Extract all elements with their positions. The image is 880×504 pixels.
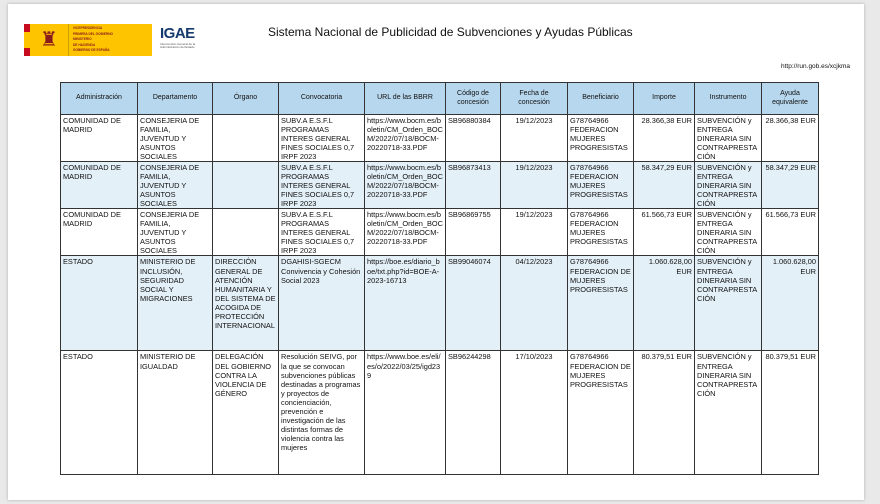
table-header-row [61, 83, 819, 115]
cell-beneficiario: G78764966 FEDERACION MUJERES PROGRESISTAS [568, 115, 634, 162]
cell-convocatoria: SUBV.A E.S.F.L PROGRAMAS INTERES GENERAL FINES SOCIALES 0,7 IRPF 2023 [279, 209, 365, 256]
igae-logo [160, 26, 206, 54]
short-url-link[interactable]: http://run.gob.es/xcjkma [780, 63, 850, 70]
cell-beneficiario: G78764966 FEDERACION DE MUJERES PROGRESISTAS [568, 351, 634, 475]
cell-codigo: SB96880384 [446, 115, 501, 162]
column-header: Administración [61, 83, 138, 115]
document-page [8, 4, 864, 500]
gov-logo-line: DE HACIENDA [73, 42, 96, 47]
gov-logo-line: PRIMERA DEL GOBIERNO [73, 31, 114, 36]
cell-url-link[interactable]: https://boe.es/diario_boe/txt.php?id=BOE-A-2023-16713 [365, 256, 446, 351]
cell-ayuda: 61.566,73 EUR [762, 209, 819, 256]
cell-fecha: 19/12/2023 [501, 115, 568, 162]
cell-codigo: SB96873413 [446, 162, 501, 209]
cell-codigo: SB99046074 [446, 256, 501, 351]
cell-url-link[interactable]: https://www.bocm.es/boletin/CM_Orden_BOCM/2022/07/18/BOCM-20220718-33.PDF [365, 209, 446, 256]
cell-instrumento: SUBVENCIÓN y ENTREGA DINERARIA SIN CONTRAPRESTACIÓN [695, 209, 762, 256]
coat-of-arms-icon: ♜ [30, 24, 68, 56]
table-row [61, 351, 819, 475]
cell-beneficiario: G78764966 FEDERACION MUJERES PROGRESISTAS [568, 209, 634, 256]
page-title: Sistema Nacional de Publicidad de Subvenciones y Ayudas Públicas [268, 25, 633, 39]
cell-administracion: ESTADO [61, 256, 138, 351]
cell-administracion: ESTADO [61, 351, 138, 475]
cell-codigo: SB96869755 [446, 209, 501, 256]
gobierno-espana-logo [24, 24, 152, 56]
table-row [61, 115, 819, 162]
cell-importe: 61.566,73 EUR [634, 209, 695, 256]
cell-instrumento: SUBVENCIÓN y ENTREGA DINERARIA SIN CONTRAPRESTACIÓN [695, 162, 762, 209]
cell-convocatoria: SUBV.A E.S.F.L PROGRAMAS INTERES GENERAL FINES SOCIALES 0,7 IRPF 2023 [279, 162, 365, 209]
cell-importe: 1.060.628,00 EUR [634, 256, 695, 351]
cell-ayuda: 1.060.628,00 EUR [762, 256, 819, 351]
gov-logo-text [68, 24, 152, 56]
cell-ayuda: 58.347,29 EUR [762, 162, 819, 209]
column-header: Importe [634, 83, 695, 115]
cell-url-link[interactable]: https://www.bocm.es/boletin/CM_Orden_BOCM/2022/07/18/BOCM-20220718-33.PDF [365, 115, 446, 162]
cell-importe: 28.366,38 EUR [634, 115, 695, 162]
cell-fecha: 19/12/2023 [501, 162, 568, 209]
cell-administracion: COMUNIDAD DE MADRID [61, 209, 138, 256]
column-header: Instrumento [695, 83, 762, 115]
cell-fecha: 17/10/2023 [501, 351, 568, 475]
table-row [61, 162, 819, 209]
column-header: Beneficiario [568, 83, 634, 115]
gov-logo-line: VICEPRESIDENCIA [73, 26, 103, 30]
cell-beneficiario: G78764966 FEDERACION MUJERES PROGRESISTAS [568, 162, 634, 209]
cell-organo: DELEGACIÓN DEL GOBIERNO CONTRA LA VIOLENCIA DE GÉNERO [213, 351, 279, 475]
cell-organo [213, 162, 279, 209]
cell-fecha: 04/12/2023 [501, 256, 568, 351]
cell-instrumento: SUBVENCIÓN y ENTREGA DINERARIA SIN CONTRAPRESTACIÓN [695, 115, 762, 162]
igae-logo-subtitle: Intervención General de la Administración del Estado [160, 42, 196, 50]
column-header: Código de concesión [446, 83, 501, 115]
cell-url-link[interactable]: https://www.boe.es/eli/es/o/2022/03/25/igd239 [365, 351, 446, 475]
column-header: Órgano [213, 83, 279, 115]
column-header: Fecha de concesión [501, 83, 568, 115]
column-header: Departamento [138, 83, 213, 115]
table-row [61, 256, 819, 351]
cell-fecha: 19/12/2023 [501, 209, 568, 256]
cell-departamento: MINISTERIO DE IGUALDAD [138, 351, 213, 475]
cell-codigo: SB96244298 [446, 351, 501, 475]
cell-organo [213, 115, 279, 162]
cell-administracion: COMUNIDAD DE MADRID [61, 115, 138, 162]
cell-importe: 58.347,29 EUR [634, 162, 695, 209]
cell-administracion: COMUNIDAD DE MADRID [61, 162, 138, 209]
cell-beneficiario: G78764966 FEDERACION DE MUJERES PROGRESISTAS [568, 256, 634, 351]
column-header: Convocatoria [279, 83, 365, 115]
cell-organo: DIRECCIÓN GENERAL DE ATENCIÓN HUMANITARIA Y DEL SISTEMA DE ACOGIDA DE PROTECCIÓN INTERNACIONAL [213, 256, 279, 351]
gov-logo-line: MINISTERIO [73, 37, 92, 42]
cell-convocatoria: SUBV.A E.S.F.L PROGRAMAS INTERES GENERAL FINES SOCIALES 0,7 IRPF 2023 [279, 115, 365, 162]
grants-table [60, 82, 819, 475]
cell-departamento: CONSEJERIA DE FAMILIA, JUVENTUD Y ASUNTOS SOCIALES [138, 209, 213, 256]
cell-convocatoria: DGAHISI-SGECM Convivencia y Cohesión Social 2023 [279, 256, 365, 351]
cell-departamento: CONSEJERIA DE FAMILIA, JUVENTUD Y ASUNTOS SOCIALES [138, 115, 213, 162]
cell-departamento: MINISTERIO DE INCLUSIÓN, SEGURIDAD SOCIAL Y MIGRACIONES [138, 256, 213, 351]
cell-ayuda: 80.379,51 EUR [762, 351, 819, 475]
cell-instrumento: SUBVENCIÓN y ENTREGA DINERARIA SIN CONTRAPRESTACIÓN [695, 351, 762, 475]
cell-convocatoria: Resolución SEIVG, por la que se convocan subvenciones públicas destinadas a programas y proyectos de concienciación, prevención e investigación de las distintas formas de violencia contra las mujeres [279, 351, 365, 475]
table-row [61, 209, 819, 256]
cell-departamento: CONSEJERIA DE FAMILIA, JUVENTUD Y ASUNTOS SOCIALES [138, 162, 213, 209]
cell-importe: 80.379,51 EUR [634, 351, 695, 475]
cell-instrumento: SUBVENCIÓN y ENTREGA DINERARIA SIN CONTRAPRESTACIÓN [695, 256, 762, 351]
cell-url-link[interactable]: https://www.bocm.es/boletin/CM_Orden_BOCM/2022/07/18/BOCM-20220718-33.PDF [365, 162, 446, 209]
cell-organo [213, 209, 279, 256]
column-header: URL de las BBRR [365, 83, 446, 115]
igae-logo-mark: IGAE [160, 25, 195, 42]
cell-ayuda: 28.366,38 EUR [762, 115, 819, 162]
gov-logo-line: GOBIERNO DE ESPAÑA [73, 48, 110, 53]
column-header: Ayuda equivalente [762, 83, 819, 115]
